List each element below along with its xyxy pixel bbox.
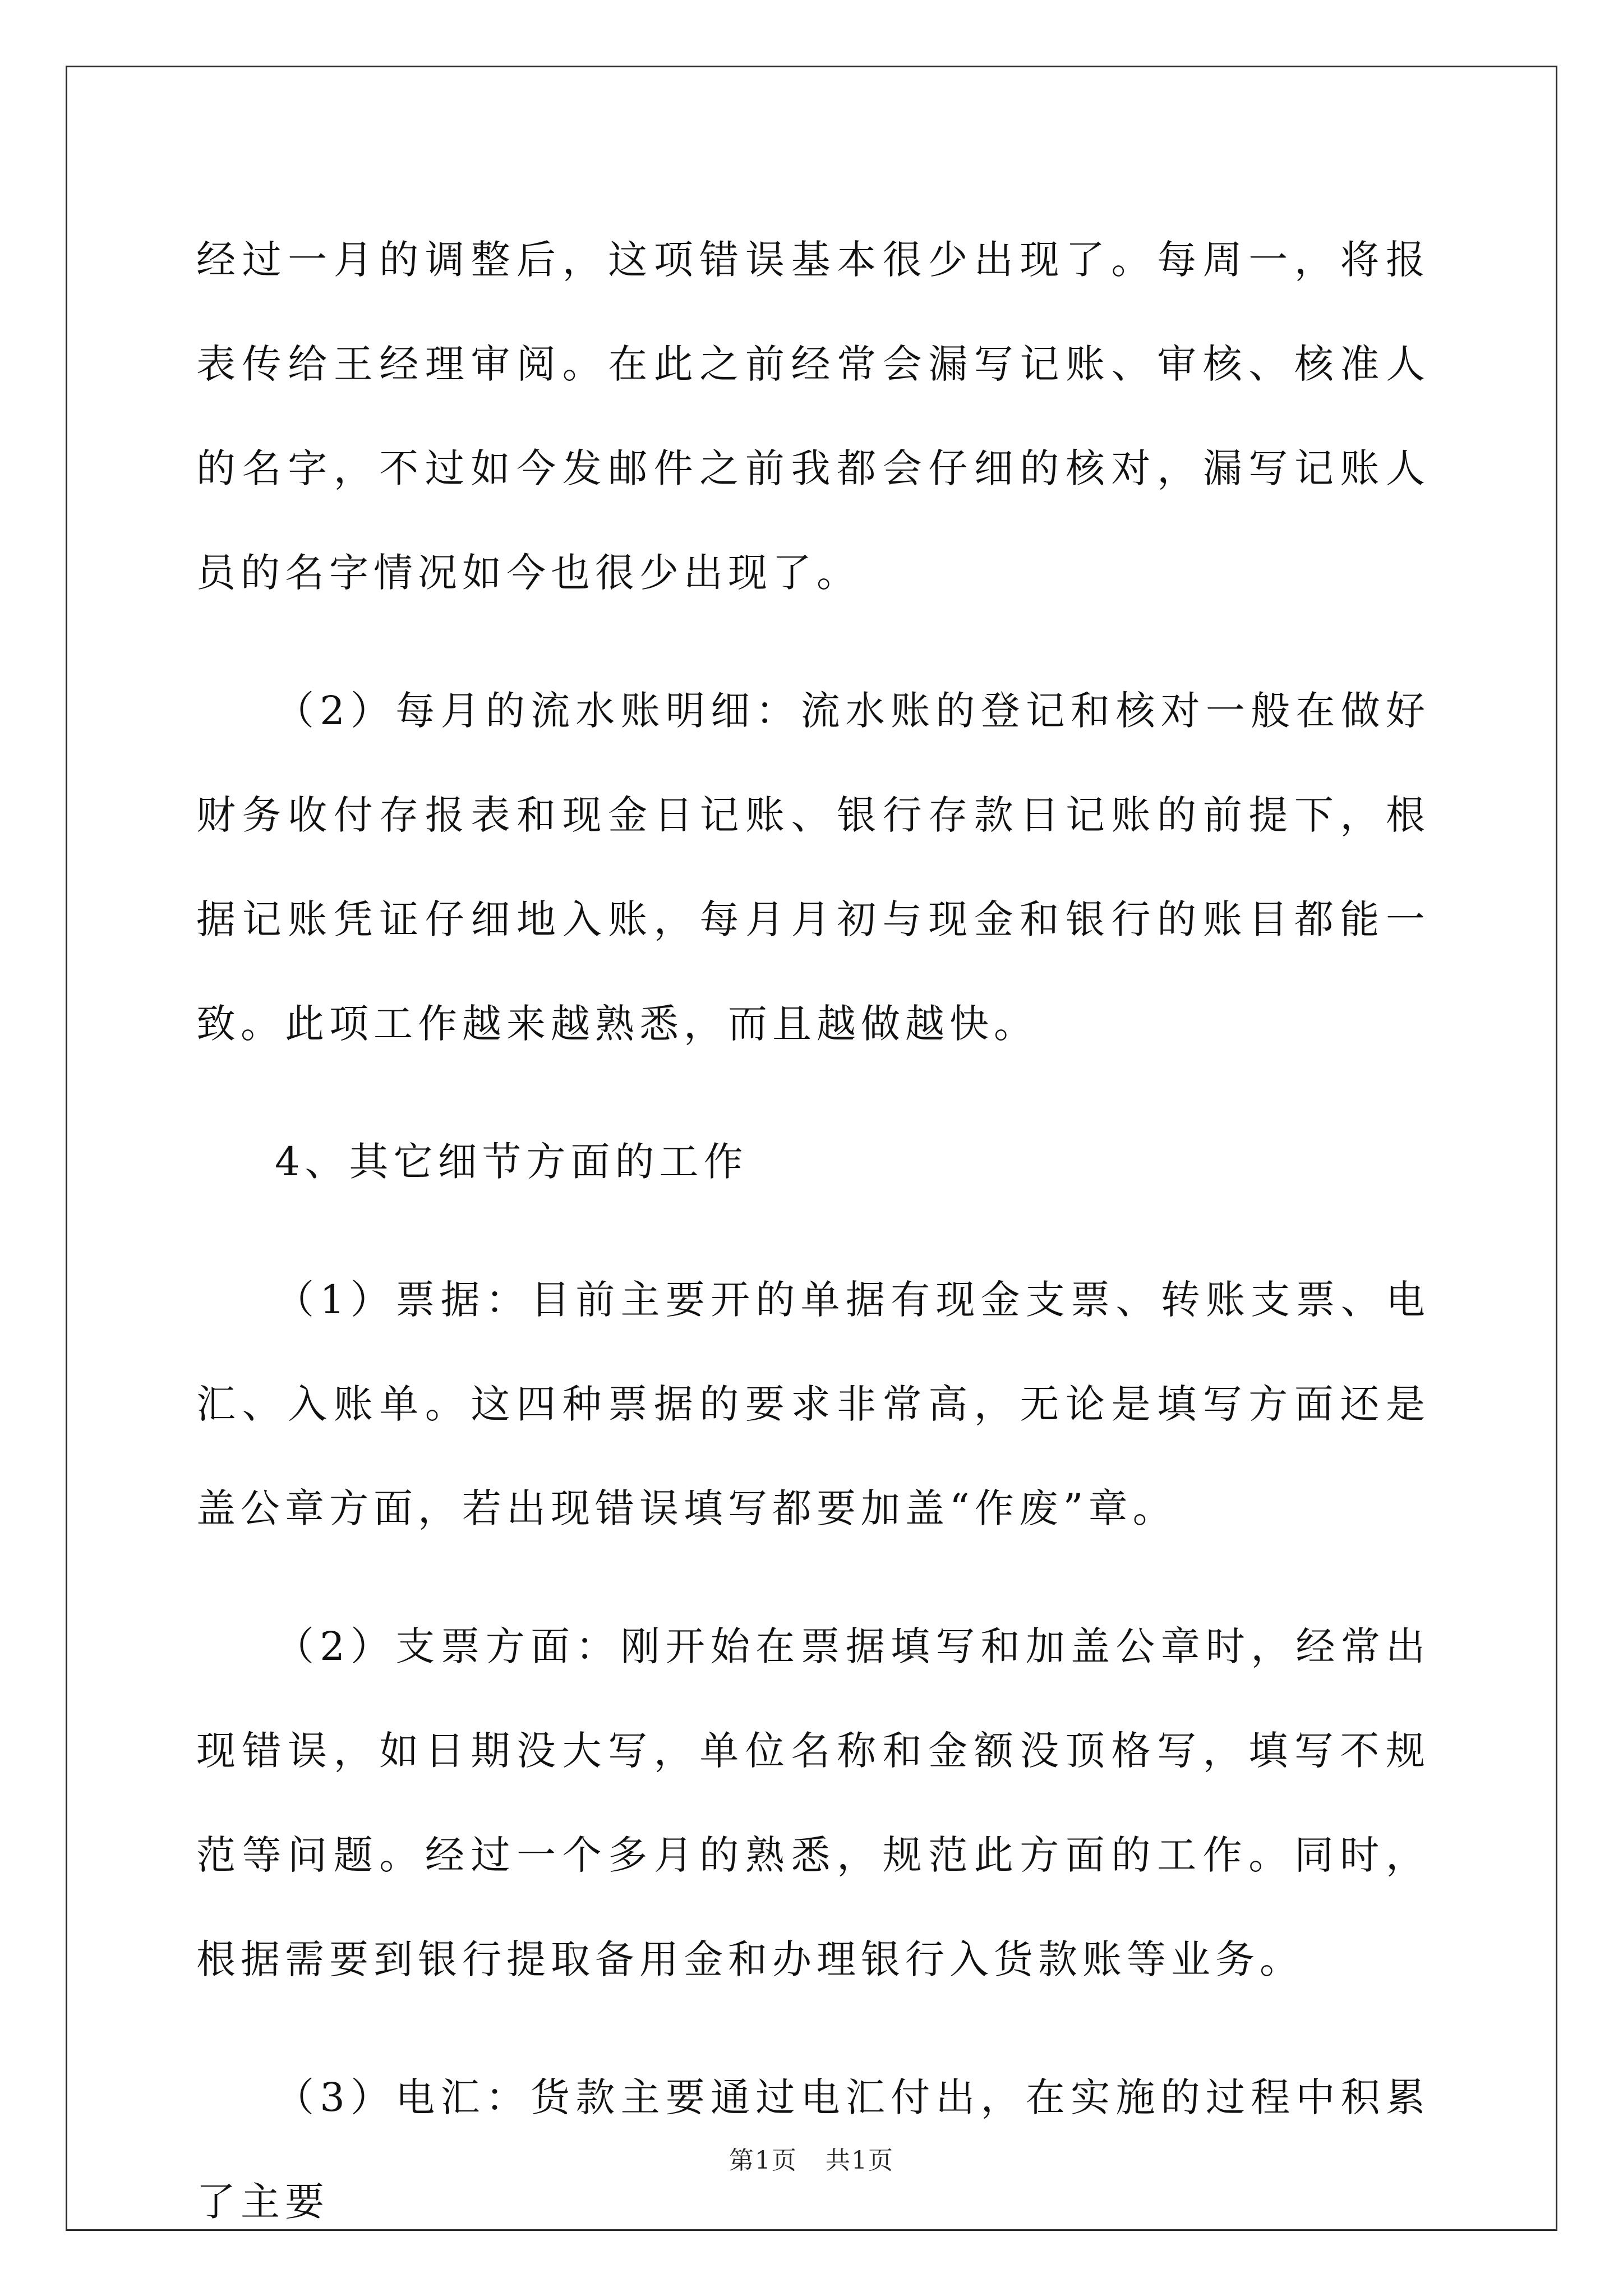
paragraph-2: （2）每月的流水账明细：流水账的登记和核对一般在做好财务收付存报表和现金日记账、银行存款日记账的前提下，根据记账凭证仔细地入账，每月月初与现金和银行的账目都能一致。此项工作越来越熟悉，而且越做越快。 xyxy=(196,688,1430,1047)
document-body xyxy=(196,208,1430,2288)
page-number-total: 共1页 xyxy=(826,2146,894,2175)
paragraph-3: （1）票据：目前主要开的单据有现金支票、转账支票、电汇、入账单。这四种票据的要求非常高，无论是填写方面还是盖公章方面，若出现错误填写都要加盖“作废”章。 xyxy=(196,1277,1430,1531)
page-footer xyxy=(0,2140,1623,2176)
paragraph-4: （2）支票方面：刚开始在票据填写和加盖公章时，经常出现错误，如日期没大写，单位名称和金额没顶格写，填写不规范等问题。经过一个多月的熟悉，规范此方面的工作。同时，根据需要到银行提取备用金和办理银行入货款账等业务。 xyxy=(196,1623,1430,1982)
paragraph-5: （3）电汇：货款主要通过电汇付出，在实施的过程中积累了主要 xyxy=(196,2074,1430,2225)
section-heading-4: 4、其它细节方面的工作 xyxy=(275,1139,748,1185)
page-number-current: 第1页 xyxy=(729,2146,797,2175)
paragraph-1: 经过一月的调整后，这项错误基本很少出现了。每周一，将报表传给王经理审阅。在此之前经常会漏写记账、审核、核准人的名字，不过如今发邮件之前我都会仔细的核对，漏写记账人员的名字情况如今也很少出现了。 xyxy=(196,237,1430,596)
